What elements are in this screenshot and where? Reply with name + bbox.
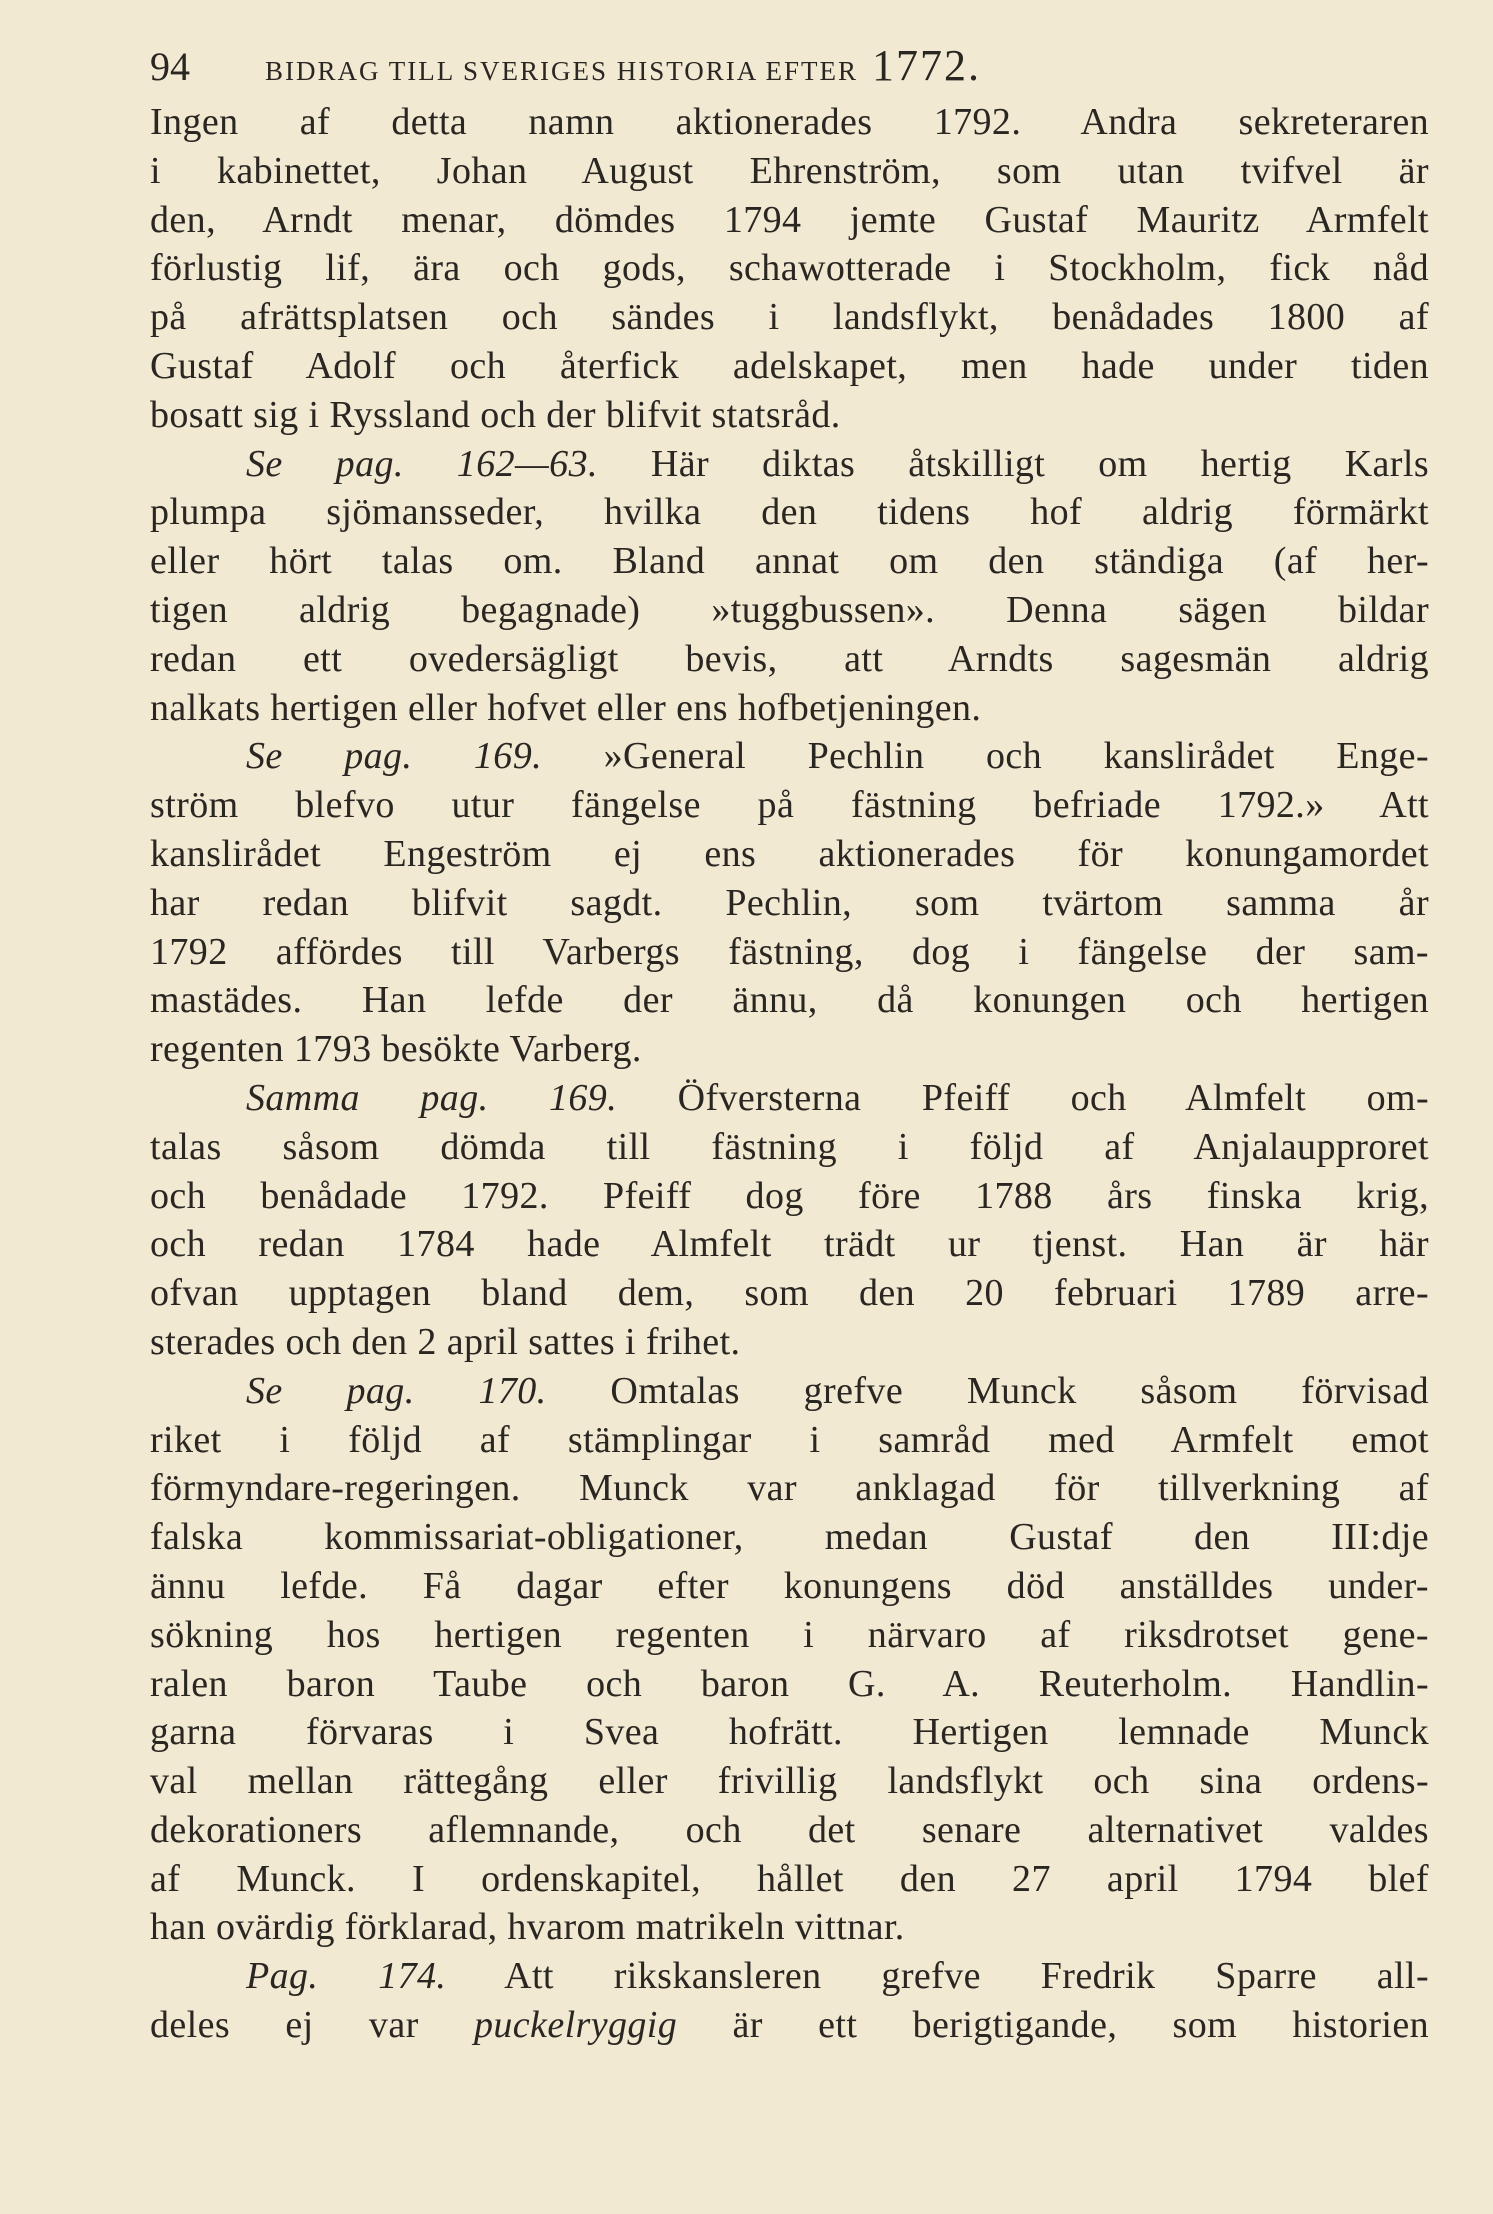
text-line <box>150 1806 1429 1855</box>
line-text: ralen baron Taube och baron G. A. Reuterholm. Handlin- <box>150 1662 1429 1705</box>
paragraph <box>150 440 1429 733</box>
page-reference: Pag. 174. <box>246 1955 447 1998</box>
line-text: ofvan upptagen bland dem, som den 20 februari 1789 arre- <box>150 1272 1429 1315</box>
line-text: Öfversterna Pfeiff och Almfelt om- <box>617 1076 1430 1119</box>
line-text: plumpa sjömansseder, hvilka den tidens hof aldrig förmärkt <box>150 491 1429 534</box>
text-line <box>150 1757 1429 1806</box>
text-line <box>150 293 1429 342</box>
text-line <box>150 1025 1429 1074</box>
text-line <box>150 879 1429 928</box>
emphasis: puckelryggig <box>473 2004 678 2047</box>
text-line <box>150 440 1429 489</box>
text-line <box>150 1172 1429 1221</box>
text-line <box>150 928 1429 977</box>
line-text: kanslirådet Engeström ej ens aktionerades för konungamordet <box>150 832 1429 875</box>
text-line <box>150 342 1429 391</box>
text-line <box>150 1855 1429 1904</box>
text-line <box>150 147 1429 196</box>
line-text: sökning hos hertigen regenten i närvaro af riksdrotset gene- <box>150 1613 1429 1656</box>
line-text: sterades och den 2 april sattes i frihet. <box>150 1320 741 1363</box>
paragraph <box>150 1367 1429 1953</box>
line-text: talas såsom dömda till fästning i följd af Anjalaupproret <box>150 1125 1429 1168</box>
text-line <box>150 537 1429 586</box>
line-text: tigen aldrig begagnade) »tuggbussen». Denna sägen bildar <box>150 588 1429 631</box>
line-text: garna förvaras i Svea hofrätt. Hertigen lemnade Munck <box>150 1711 1429 1754</box>
text-line <box>150 196 1429 245</box>
line-text: i kabinettet, Johan August Ehrenström, som utan tvifvel är <box>150 149 1429 192</box>
line-text: har redan blifvit sagdt. Pechlin, som tvärtom samma år <box>150 881 1429 924</box>
text-line <box>150 98 1429 147</box>
text-line <box>150 586 1429 635</box>
line-text: af Munck. I ordenskapitel, hållet den 27 april 1794 blef <box>150 1857 1429 1900</box>
text-line <box>150 1074 1429 1123</box>
running-header <box>150 40 1429 98</box>
text-line <box>150 1562 1429 1611</box>
text-line <box>150 684 1429 733</box>
text-line <box>150 391 1429 440</box>
page-reference: Se pag. 162—63. <box>246 442 598 485</box>
line-text: och redan 1784 hade Almfelt trädt ur tjenst. Han är här <box>150 1223 1429 1266</box>
running-title-year: 1772. <box>872 41 982 90</box>
line-text: »General Pechlin och kanslirådet Enge- <box>542 735 1429 778</box>
line-text: deles ej var <box>150 2004 474 2047</box>
text-line <box>150 635 1429 684</box>
line-text: val mellan rättegång eller frivillig landsflykt och sina ordens- <box>150 1760 1429 1803</box>
page-reference: Samma pag. 169. <box>246 1076 618 1119</box>
line-text: eller hört talas om. Bland annat om den ständiga (af her- <box>150 540 1429 583</box>
text-line <box>150 488 1429 537</box>
running-title: BIDRAG TILL SVERIGES HISTORIA EFTER <box>265 56 859 86</box>
text-line <box>150 1416 1429 1465</box>
line-text: falska kommissariat-obligationer, medan Gustaf den III:dje <box>150 1516 1429 1559</box>
paragraph <box>150 98 1429 440</box>
text-line <box>150 244 1429 293</box>
line-text: Ingen af detta namn aktionerades 1792. Andra sekreteraren <box>150 101 1429 143</box>
line-text: nalkats hertigen eller hofvet eller ens hofbetjeningen. <box>150 686 982 729</box>
line-text: redan ett ovedersägligt bevis, att Arndts sagesmän aldrig <box>150 637 1429 680</box>
text-line <box>150 1220 1429 1269</box>
line-text: och benådade 1792. Pfeiff dog före 1788 års finska krig, <box>150 1174 1429 1217</box>
line-text: på afrättsplatsen och sändes i landsflykt, benådades 1800 af <box>150 296 1429 339</box>
line-text: Omtalas grefve Munck såsom förvisad <box>546 1369 1429 1412</box>
line-text: bosatt sig i Ryssland och der blifvit statsråd. <box>150 393 841 436</box>
text-line <box>150 1903 1429 1952</box>
line-text: dekorationers aflemnande, och det senare alternativet valdes <box>150 1808 1429 1851</box>
text-line <box>150 1464 1429 1513</box>
line-text: den, Arndt menar, dömdes 1794 jemte Gustaf Mauritz Armfelt <box>150 198 1429 241</box>
text-line <box>150 1123 1429 1172</box>
text-line <box>150 732 1429 781</box>
text-line <box>150 1660 1429 1709</box>
line-text-tail: är ett berigtigande, som historien <box>677 2004 1429 2047</box>
line-text: mastädes. Han lefde der ännu, då konungen och hertigen <box>150 979 1429 1022</box>
page-reference: Se pag. 170. <box>246 1369 547 1412</box>
text-line <box>150 1611 1429 1660</box>
text-line <box>150 976 1429 1025</box>
text-line <box>150 1367 1429 1416</box>
paragraph <box>150 732 1429 1074</box>
line-text: ström blefvo utur fängelse på fästning befriade 1792.» Att <box>150 784 1429 827</box>
page-body <box>150 98 1429 2050</box>
page-reference: Se pag. 169. <box>246 735 543 778</box>
text-line <box>150 830 1429 879</box>
text-line <box>150 1708 1429 1757</box>
text-line <box>150 2001 1429 2050</box>
line-text: ännu lefde. Få dagar efter konungens död anställdes under- <box>150 1564 1429 1607</box>
line-text: Att rikskansleren grefve Fredrik Sparre all- <box>446 1955 1430 1998</box>
page-number: 94 <box>150 44 190 89</box>
text-line <box>150 1318 1429 1367</box>
line-text: Gustaf Adolf och återfick adelskapet, men hade under tiden <box>150 344 1429 387</box>
text-line <box>150 781 1429 830</box>
line-text: riket i följd af stämplingar i samråd med Armfelt emot <box>150 1418 1429 1461</box>
line-text: han ovärdig förklarad, hvarom matrikeln vittnar. <box>150 1906 905 1949</box>
line-text: förlustig lif, ära och gods, schawotterade i Stockholm, fick nåd <box>150 247 1429 290</box>
line-text: Här diktas åtskilligt om hertig Karls <box>597 442 1430 485</box>
line-text: förmyndare-regeringen. Munck var anklagad för tillverkning af <box>150 1467 1429 1510</box>
text-line <box>150 1269 1429 1318</box>
paragraph <box>150 1952 1429 2050</box>
paragraph <box>150 1074 1429 1367</box>
text-line <box>150 1513 1429 1562</box>
line-text: regenten 1793 besökte Varberg. <box>150 1028 642 1071</box>
text-line <box>150 1952 1429 2001</box>
line-text: 1792 affördes till Varbergs fästning, dog i fängelse der sam- <box>150 930 1429 973</box>
